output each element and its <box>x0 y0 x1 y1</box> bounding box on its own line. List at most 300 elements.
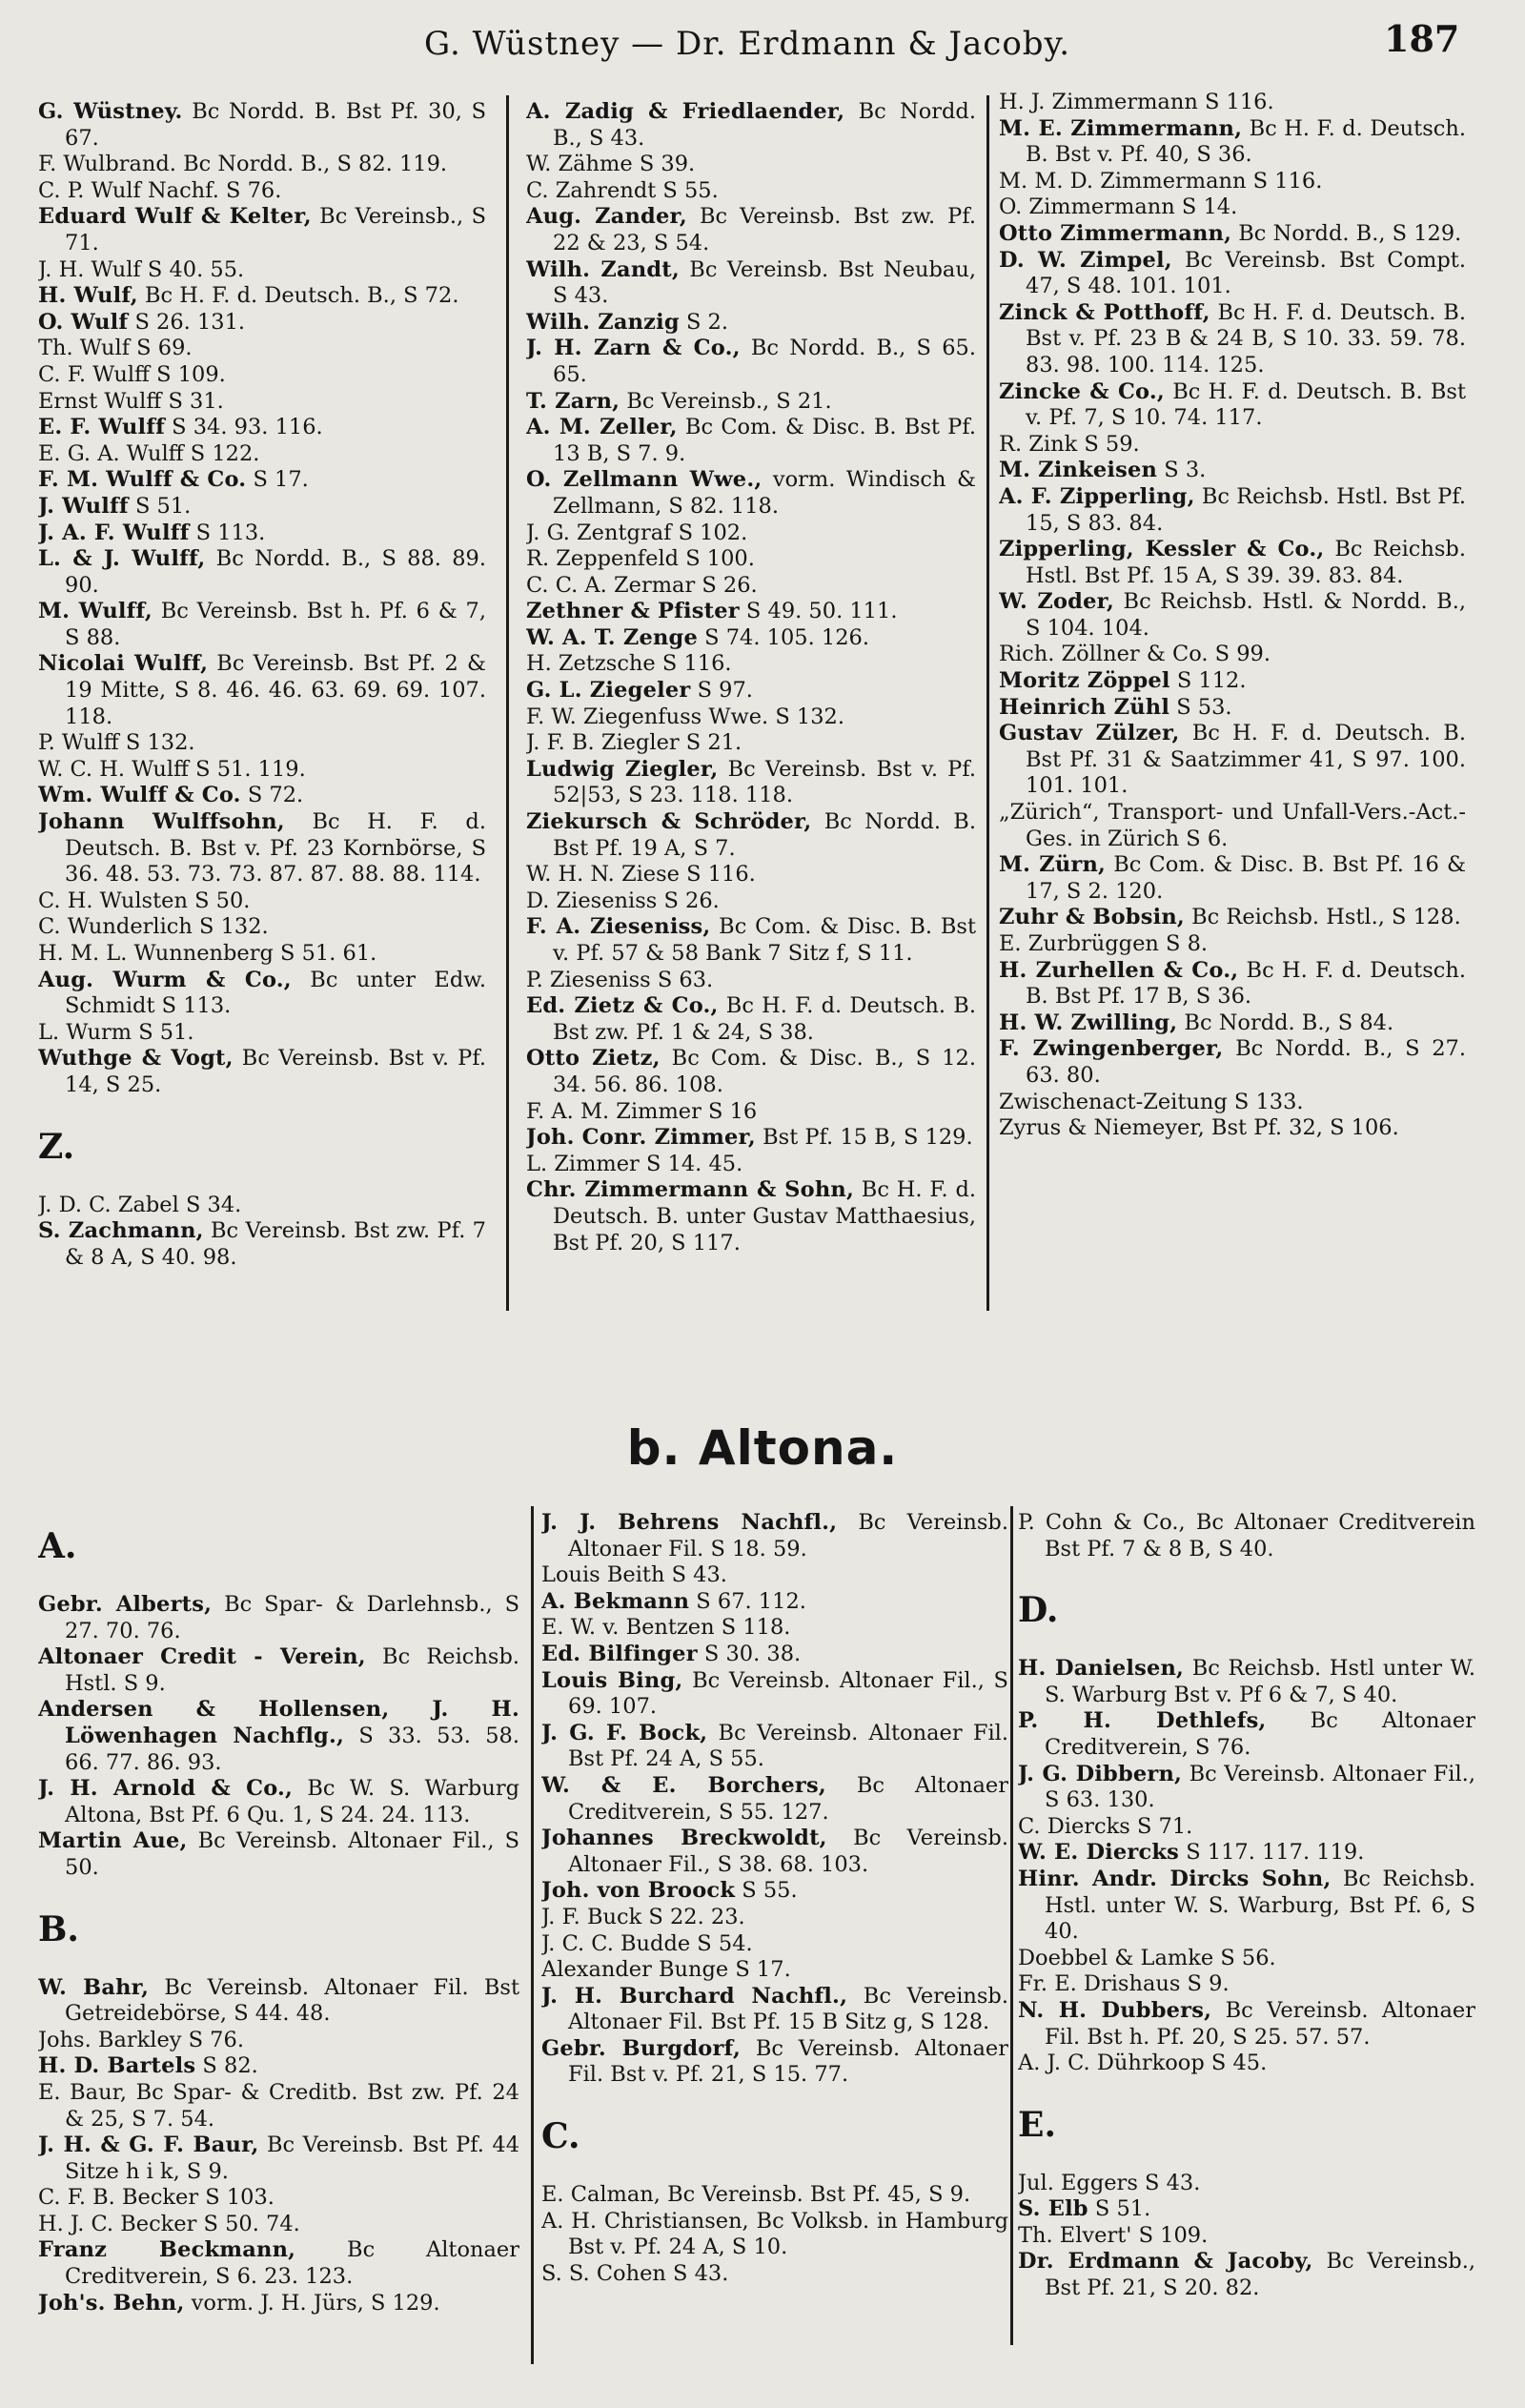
directory-entry <box>1018 1998 1475 2051</box>
entry-text: A. J. C. Dührkoop S 45. <box>1018 2051 1268 2076</box>
entry-text: L. Zimmer S 14. 45. <box>526 1151 743 1176</box>
directory-entry <box>38 204 486 256</box>
entry-text: E. Zurbrüggen S 8. <box>999 931 1209 956</box>
entry-name: J. H. Arnold & Co., <box>38 1776 294 1802</box>
entry-text: Bc unter Edw. Schmidt S 113. <box>65 967 486 1019</box>
entry-name: S. Zachmann, <box>38 1218 204 1244</box>
entry-text: Bc Reichsb. Hstl. Bst Pf. 15 A, S 39. 39. 83. 84. <box>1026 537 1466 588</box>
entry-name: J. Wulff <box>38 493 129 519</box>
entry-text: H. Zetzsche S 116. <box>526 651 732 677</box>
entry-text: C. H. Wulsten S 50. <box>38 888 251 913</box>
directory-entry <box>541 1510 1008 1562</box>
entry-text: H. M. L. Wunnenberg S 51. 61. <box>38 941 377 966</box>
entry-text: R. Zeppenfeld S 100. <box>526 546 755 572</box>
entry-name: H. Zurhellen & Co., <box>999 957 1239 983</box>
directory-entry <box>38 467 486 494</box>
directory-entry <box>38 310 486 337</box>
entry-name: Zincke & Co., <box>999 378 1165 404</box>
entry-text: C. F. Wulff S 109. <box>38 361 226 387</box>
entry-name: H. D. Bartels <box>38 2053 196 2079</box>
entry-text: Bc Com. & Disc. B., S 12. 34. 56. 86. 108. <box>553 1046 976 1097</box>
hamburg-column-3 <box>999 90 1466 1348</box>
entry-name: Wuthge & Vogt, <box>38 1046 234 1071</box>
directory-entry <box>38 2053 519 2080</box>
directory-entry <box>38 783 486 809</box>
entry-name: Chr. Zimmermann & Sohn, <box>526 1177 854 1203</box>
entry-text: W. Zähme S 39. <box>526 152 696 177</box>
entry-name: Otto Zimmermann, <box>999 220 1232 246</box>
entry-name: P. H. Dethlefs, <box>1018 1708 1267 1734</box>
directory-entry <box>38 1776 519 1828</box>
entry-text: Bc Vereinsb. Altonaer Fil., S 69. 107. <box>568 1667 1008 1720</box>
entry-text: O. Zimmermann S 14. <box>999 194 1238 220</box>
letter-heading: Z. <box>38 1126 75 1167</box>
letter-heading: D. <box>1018 1590 1059 1631</box>
entry-text: Bc H. F. d. Deutsch. B. Bst v. Pf. 23 Kornbörse, S 36. 48. 53. 73. 73. 87. 87. 88. 88. 114. <box>65 809 486 888</box>
entry-name: O. Zellmann Wwe., <box>526 467 762 493</box>
directory-entry <box>38 1218 486 1271</box>
entry-text: Rich. Zöllner & Co. S 99. <box>999 642 1271 667</box>
directory-entry <box>38 1828 519 1881</box>
directory-entry <box>38 730 486 757</box>
letter-heading: B. <box>38 1908 79 1949</box>
entry-name: M. Wulff, <box>38 599 152 624</box>
entry-text: Bc Vereinsb. Altonaer Fil., S 50. <box>65 1828 519 1880</box>
directory-entry <box>999 221 1466 248</box>
directory-entry <box>541 1642 1008 1668</box>
entry-text: S. S. Cohen S 43. <box>541 2260 729 2286</box>
entry-name: Altonaer Credit - Verein, <box>38 1644 366 1670</box>
entry-text: S 3. <box>1157 458 1207 483</box>
directory-entry <box>526 1125 976 1152</box>
entry-name: Heinrich Zühl <box>999 694 1170 720</box>
entry-name: Wilh. Zanzig <box>526 309 680 335</box>
directory-entry <box>999 642 1466 668</box>
directory-entry <box>38 1592 519 1644</box>
column-rule <box>1010 1506 1013 2345</box>
entry-name: Moritz Zöppel <box>999 668 1170 694</box>
entry-name: W. A. T. Zenge <box>526 624 699 650</box>
entry-name: W. Zoder, <box>999 589 1115 615</box>
entry-text: C. P. Wulf Nachf. S 76. <box>38 177 282 203</box>
entry-text: C. Diercks S 71. <box>1018 1813 1193 1839</box>
directory-entry <box>38 2133 519 2185</box>
directory-entry <box>38 520 486 547</box>
directory-entry <box>526 257 976 310</box>
entry-text: Bc Vereinsb., S 71. <box>65 204 486 255</box>
entry-text: F. W. Ziegenfuss Wwe. S 132. <box>526 704 844 729</box>
directory-entry <box>999 116 1466 169</box>
directory-entry <box>1018 1762 1475 1814</box>
directory-entry <box>38 914 486 941</box>
entry-text: S 26. 131. <box>128 309 246 335</box>
directory-entry <box>526 625 976 652</box>
entry-text: Bc Altonaer Creditverein, S 76. <box>1045 1708 1475 1760</box>
directory-entry <box>541 1957 1008 1984</box>
entry-text: Ernst Wulff S 31. <box>38 388 224 414</box>
entry-name: Aug. Wurm & Co., <box>38 967 292 992</box>
entry-name: Joh. von Broock <box>541 1878 736 1904</box>
column-rule <box>506 95 509 1311</box>
entry-text: W. C. H. Wulff S 51. 119. <box>38 756 306 782</box>
entry-name: Ziekursch & Schröder, <box>526 809 812 835</box>
directory-entry <box>999 1090 1466 1116</box>
entry-text: E. W. v. Bentzen S 118. <box>541 1615 791 1641</box>
entry-name: Otto Zietz, <box>526 1046 661 1071</box>
directory-entry <box>38 651 486 730</box>
directory-entry <box>1018 2249 1475 2301</box>
entry-text: S 74. 105. 126. <box>698 624 870 650</box>
entry-text: Bc Vereinsb. Bst zw. Pf. 7 & 8 A, S 40. 98. <box>65 1218 486 1270</box>
entry-name: Wilh. Zandt, <box>526 256 680 282</box>
directory-entry <box>1018 1656 1475 1708</box>
entry-name: A. Bekmann <box>541 1588 690 1614</box>
entry-text: Bc Nordd. B., S 84. <box>1177 1010 1394 1035</box>
directory-entry <box>999 484 1466 537</box>
entry-name: Johann Wulffsohn, <box>38 809 285 835</box>
entry-text: Alexander Bunge S 17. <box>541 1957 791 1983</box>
entry-text: Bc Altonaer Creditverein, S 55. 127. <box>568 1772 1008 1825</box>
entry-text: Zwischenact-Zeitung S 133. <box>999 1089 1304 1114</box>
directory-entry <box>999 379 1466 432</box>
entry-text: Bc Vereinsb. Bst h. Pf. 6 & 7, S 88. <box>65 599 486 650</box>
entry-text: Johs. Barkley S 76. <box>38 2027 244 2052</box>
entry-text: Bc Nordd. B., S 65. 65. <box>553 336 976 387</box>
entry-text: vorm. Windisch & Zellmann, S 82. 118. <box>553 467 976 519</box>
entry-text: S 67. 112. <box>689 1588 806 1614</box>
directory-entry <box>999 90 1466 116</box>
directory-entry <box>38 1697 519 1776</box>
entry-text: S 72. <box>240 783 304 808</box>
entry-name: Hinr. Andr. Dircks Sohn, <box>1018 1866 1332 1891</box>
entry-name: N. H. Dubbers, <box>1018 1997 1212 2023</box>
directory-entry <box>526 862 976 888</box>
entry-text: S 113. <box>189 520 266 545</box>
entry-name: M. Zinkeisen <box>999 458 1158 483</box>
column-rule <box>531 1506 534 2364</box>
directory-entry <box>526 467 976 520</box>
entry-text: Doebbel & Lamke S 56. <box>1018 1945 1276 1970</box>
entry-name: G. Wüstney. <box>38 99 183 124</box>
directory-entry <box>1018 1510 1475 1562</box>
entry-name: Joh. Conr. Zimmer, <box>526 1125 756 1151</box>
directory-entry <box>38 1975 519 2028</box>
directory-entry <box>526 1152 976 1178</box>
entry-name: H. Wulf, <box>38 283 138 309</box>
directory-entry <box>541 1931 1008 1958</box>
directory-entry <box>541 1773 1008 1826</box>
entry-name: W. E. Diercks <box>1018 1840 1180 1866</box>
entry-name: J. A. F. Wulff <box>38 520 190 545</box>
entry-text: H. J. C. Becker S 50. 74. <box>38 2211 300 2236</box>
entry-text: Bc H. F. d. Deutsch. B. Bst v. Pf. 23 B & 24 B, S 10. 33. 59. 78. 83. 98. 100. 114. 125. <box>1026 299 1466 378</box>
entry-name: Aug. Zander, <box>526 204 687 230</box>
entry-text: E. Calman, Bc Vereinsb. Bst Pf. 45, S 9. <box>541 2182 971 2208</box>
directory-entry <box>1018 2171 1475 2197</box>
directory-entry <box>526 888 976 915</box>
altona-column-2 <box>541 1510 1008 2387</box>
directory-entry <box>38 389 486 416</box>
entry-text: L. Wurm S 51. <box>38 1019 194 1045</box>
directory-entry <box>526 415 976 467</box>
directory-entry <box>526 757 976 809</box>
directory-entry <box>38 99 486 152</box>
directory-entry <box>38 362 486 389</box>
directory-entry <box>1018 1867 1475 1946</box>
entry-text: S 82. <box>195 2053 258 2079</box>
entry-text: Bc Reichsb. Hstl unter W. S. Warburg Bst v. Pf 6 & 7, S 40. <box>1045 1656 1475 1707</box>
entry-text: S 30. 38. <box>697 1641 802 1666</box>
entry-name: F. A. Zieseniss, <box>526 914 711 940</box>
directory-entry <box>999 931 1466 958</box>
directory-entry <box>526 389 976 416</box>
directory-entry <box>526 730 976 757</box>
entry-text: Bc Vereinsb. Bst Neubau, S 43. <box>553 256 976 309</box>
directory-entry <box>526 99 976 152</box>
entry-text: S 17. <box>246 467 309 493</box>
section-title: b. Altona. <box>626 1420 899 1476</box>
entry-text: Jul. Eggers S 43. <box>1018 2170 1201 2195</box>
entry-text: vorm. J. H. Jürs, S 129. <box>184 2290 440 2316</box>
running-title: G. Wüstney — Dr. Erdmann & Jacoby. <box>424 25 1071 63</box>
letter-heading: A. <box>38 1526 77 1566</box>
directory-entry <box>38 1193 486 1219</box>
entry-name: W. & E. Borchers, <box>541 1772 826 1798</box>
directory-entry <box>541 2209 1008 2261</box>
entry-name: Zipperling, Kessler & Co., <box>999 537 1325 562</box>
directory-entry <box>999 695 1466 722</box>
entry-text: J. D. C. Zabel S 34. <box>38 1192 242 1217</box>
entry-text: H. J. Zimmermann S 116. <box>999 90 1274 114</box>
entry-name: H. W. Zwilling, <box>999 1010 1178 1035</box>
entry-text: Bc Altonaer Creditverein, S 6. 23. 123. <box>65 2237 519 2290</box>
entry-name: Andersen & Hollensen, J. H. Löwenhagen Nachflg., <box>38 1697 519 1748</box>
entry-text: Bc Reichsb. Hstl. Bst Pf. 15, S 83. 84. <box>1026 483 1466 536</box>
directory-entry <box>38 336 486 362</box>
entry-text: S 33. 53. 58. 66. 77. 86. 93. <box>65 1723 519 1775</box>
entry-text: Bc H. F. d. Deutsch. B. unter Gustav Matthaesius, Bst Pf. 20, S 117. <box>553 1177 976 1255</box>
entry-text: S 53. <box>1169 694 1232 720</box>
directory-entry <box>526 546 976 573</box>
directory-entry <box>526 152 976 178</box>
directory-entry <box>1018 1946 1475 1972</box>
directory-entry <box>999 589 1466 642</box>
directory-entry <box>541 1905 1008 1931</box>
entry-text: J. H. Wulf S 40. 55. <box>38 256 245 282</box>
entry-text: C. Wunderlich S 132. <box>38 914 269 940</box>
entry-name: G. L. Ziegeler <box>526 678 691 704</box>
directory-entry <box>1018 1814 1475 1841</box>
directory-entry <box>541 1668 1008 1721</box>
entry-text: D. Zieseniss S 26. <box>526 888 720 913</box>
entry-text: Bc W. S. Warburg Altona, Bst Pf. 6 Qu. 1, S 24. 24. 113. <box>65 1776 519 1827</box>
entry-name: J. G. F. Bock, <box>541 1720 708 1745</box>
entry-name: M. E. Zimmermann, <box>999 115 1243 141</box>
directory-entry <box>526 178 976 205</box>
altona-column-3 <box>1018 1510 1475 2387</box>
directory-entry <box>38 257 486 284</box>
entry-name: Zinck & Potthoff, <box>999 299 1210 325</box>
entry-name: W. Bahr, <box>38 1974 150 2000</box>
entry-text: C. C. A. Zermar S 26. <box>526 572 758 598</box>
directory-entry <box>526 1099 976 1126</box>
entry-text: Bc Com. & Disc. B. Bst Pf. 13 B, S 7. 9. <box>553 415 976 466</box>
directory-entry <box>38 1020 486 1047</box>
directory-entry <box>999 721 1466 800</box>
entry-text: Bc Vereinsb. Bst v. Pf. 14, S 25. <box>65 1046 486 1097</box>
directory-entry <box>541 1878 1008 1905</box>
entry-text: E. G. A. Wulff S 122. <box>38 440 260 466</box>
entry-text: „Zürich“, Transport- und Unfall-Vers.-Act.-Ges. in Zürich S 6. <box>999 800 1466 851</box>
entry-text: Bst Pf. 15 B, S 129. <box>755 1125 973 1151</box>
entry-name: Louis Bing, <box>541 1667 683 1693</box>
entry-name: Ed. Bilfinger <box>541 1641 698 1666</box>
directory-entry <box>541 1615 1008 1642</box>
entry-name: D. W. Zimpel, <box>999 247 1172 273</box>
directory-entry <box>38 941 486 968</box>
directory-entry <box>541 1562 1008 1589</box>
entry-text: Bc Nordd. B., S 129. <box>1231 220 1462 246</box>
entry-name: Johannes Breckwoldt, <box>541 1826 827 1851</box>
entry-name: T. Zarn, <box>526 388 620 414</box>
directory-entry <box>999 537 1466 589</box>
entry-text: Th. Wulf S 69. <box>38 336 193 361</box>
entry-name: Franz Beckmann, <box>38 2237 296 2263</box>
directory-entry <box>541 1826 1008 1878</box>
directory-entry <box>541 2182 1008 2209</box>
entry-text: Th. Elvert' S 109. <box>1018 2222 1209 2248</box>
directory-entry <box>526 678 976 704</box>
entry-text: Bc Vereinsb. Bst v. Pf. 52|53, S 23. 118. 118. <box>553 756 976 808</box>
entry-name: Eduard Wulf & Kelter, <box>38 204 312 230</box>
entry-name: J. J. Behrens Nachfl., <box>541 1510 838 1535</box>
entry-text: Bc Vereinsb. Altonaer Fil. Bst v. Pf. 21, S 15. 77. <box>568 2035 1008 2088</box>
running-header <box>0 17 1525 65</box>
entry-text: J. G. Zentgraf S 102. <box>526 520 748 545</box>
directory-entry <box>999 194 1466 221</box>
entry-name: Gustav Zülzer, <box>999 721 1180 746</box>
entry-name: Gebr. Alberts, <box>38 1592 213 1617</box>
entry-text: Zyrus & Niemeyer, Bst Pf. 32, S 106. <box>999 1115 1399 1141</box>
entry-text: S 49. 50. 111. <box>739 599 898 624</box>
directory-entry <box>526 599 976 625</box>
directory-entry <box>38 441 486 468</box>
entry-text: Bc H. F. d. Deutsch. B. Bst Pf. 31 & Saatzimmer 41, S 97. 100. 101. 101. <box>1026 721 1466 799</box>
directory-entry <box>999 800 1466 852</box>
entry-text: Bc Vereinsb. Bst Pf. 44 Sitze h i k, S 9. <box>65 2133 519 2184</box>
entry-text: S 34. 93. 116. <box>165 415 323 440</box>
entry-text: J. F. Buck S 22. 23. <box>541 1904 745 1929</box>
directory-entry <box>526 651 976 678</box>
directory-entry <box>1018 2223 1475 2250</box>
directory-entry <box>1018 1840 1475 1867</box>
directory-entry <box>541 1589 1008 1616</box>
entry-text: S 51. <box>1088 2196 1151 2222</box>
directory-entry <box>541 1984 1008 2036</box>
entry-text: A. H. Christiansen, Bc Volksb. in Hamburg Bst v. Pf. 24 A, S 10. <box>541 2208 1008 2260</box>
entry-text: Bc Vereinsb. Altonaer Fil. S 18. 59. <box>568 1510 1008 1561</box>
directory-entry <box>999 1115 1466 1142</box>
entry-text: E. Baur, Bc Spar- & Creditb. Bst zw. Pf. 24 & 25, S 7. 54. <box>38 2079 519 2132</box>
entry-text: Bc Vereinsb. Altonaer Fil. Bst Pf. 24 A, S 55. <box>568 1720 1008 1772</box>
entry-text: Bc Reichsb. Hstl., S 128. <box>1184 905 1461 930</box>
directory-entry <box>999 458 1466 484</box>
entry-text: S 117. 117. 119. <box>1179 1840 1365 1866</box>
directory-entry <box>541 2261 1008 2288</box>
directory-entry <box>38 2237 519 2290</box>
entry-text: P. Cohn & Co., Bc Altonaer Creditverein Bst Pf. 7 & 8 B, S 40. <box>1018 1510 1475 1561</box>
entry-text: R. Zink S 59. <box>999 431 1140 457</box>
column-rule <box>986 95 989 1311</box>
directory-entry <box>999 1010 1466 1037</box>
directory-entry <box>1018 2196 1475 2223</box>
directory-entry <box>38 178 486 205</box>
entry-text: Bc Vereinsb. Bst Compt. 47, S 48. 101. 101. <box>1026 247 1466 299</box>
entry-text: C. F. B. Becker S 103. <box>38 2185 274 2211</box>
directory-entry <box>526 1046 976 1098</box>
entry-text: Bc Reichsb. Hstl. S 9. <box>65 1644 519 1696</box>
directory-entry <box>1018 2051 1475 2077</box>
directory-entry <box>38 2080 519 2133</box>
entry-name: J. H. Zarn & Co., <box>526 336 741 361</box>
entry-name: J. G. Dibbern, <box>1018 1761 1183 1786</box>
directory-entry <box>38 968 486 1020</box>
directory-entry <box>38 2291 519 2317</box>
entry-text: Bc Vereinsb. Altonaer Fil. Bst h. Pf. 20, S 25. 57. 57. <box>1045 1997 1475 2050</box>
entry-text: S 112. <box>1169 668 1247 694</box>
page-number: 187 <box>1384 17 1460 60</box>
entry-text: Bc Nordd. B. Bst Pf. 30, S 67. <box>65 99 486 151</box>
entry-text: C. Zahrendt S 55. <box>526 177 719 203</box>
entry-name: L. & J. Wulff, <box>38 546 206 572</box>
directory-entry <box>526 204 976 256</box>
directory-entry <box>999 248 1466 300</box>
directory-entry <box>38 1644 519 1697</box>
entry-text: Bc Com. & Disc. B. Bst v. Pf. 57 & 58 Bank 7 Sitz f, S 11. <box>553 914 976 966</box>
entry-text: Louis Beith S 43. <box>541 1562 727 1588</box>
entry-text: M. M. D. Zimmermann S 116. <box>999 168 1323 194</box>
entry-text: Bc Spar- & Darlehnsb., S 27. 70. 76. <box>65 1592 519 1643</box>
directory-entry <box>526 809 976 862</box>
directory-entry <box>999 668 1466 695</box>
directory-entry <box>526 993 976 1046</box>
directory-entry <box>999 852 1466 905</box>
entry-text: Bc Vereinsb. Altonaer Fil., S 63. 130. <box>1045 1761 1475 1813</box>
entry-text: P. Wulff S 132. <box>38 730 195 756</box>
entry-text: Fr. E. Drishaus S 9. <box>1018 1971 1230 1997</box>
entry-text: P. Zieseniss S 63. <box>526 967 714 992</box>
directory-entry <box>526 914 976 967</box>
entry-text: S 2. <box>679 309 728 335</box>
entry-text: Bc Vereinsb. Bst Pf. 2 & 19 Mitte, S 8. 46. 46. 63. 69. 69. 107. 118. <box>65 651 486 729</box>
entry-text: Bc Vereinsb. Bst zw. Pf. 22 & 23, S 54. <box>553 204 976 255</box>
entry-text: J. F. B. Ziegler S 21. <box>526 730 742 756</box>
entry-name: Nicolai Wulff, <box>38 651 209 677</box>
entry-name: Zuhr & Bobsin, <box>999 905 1185 930</box>
directory-entry <box>38 757 486 784</box>
entry-name: Joh's. Behn, <box>38 2290 185 2316</box>
entry-name: S. Elb <box>1018 2196 1088 2222</box>
directory-entry <box>38 599 486 651</box>
entry-text: Bc Nordd. B., S 27. 63. 80. <box>1026 1036 1466 1088</box>
directory-entry <box>526 520 976 547</box>
entry-text: S 97. <box>690 678 753 704</box>
letter-heading: C. <box>541 2116 580 2157</box>
directory-entry <box>999 169 1466 195</box>
directory-entry <box>526 1177 976 1256</box>
directory-entry <box>38 888 486 915</box>
directory-entry <box>526 968 976 994</box>
